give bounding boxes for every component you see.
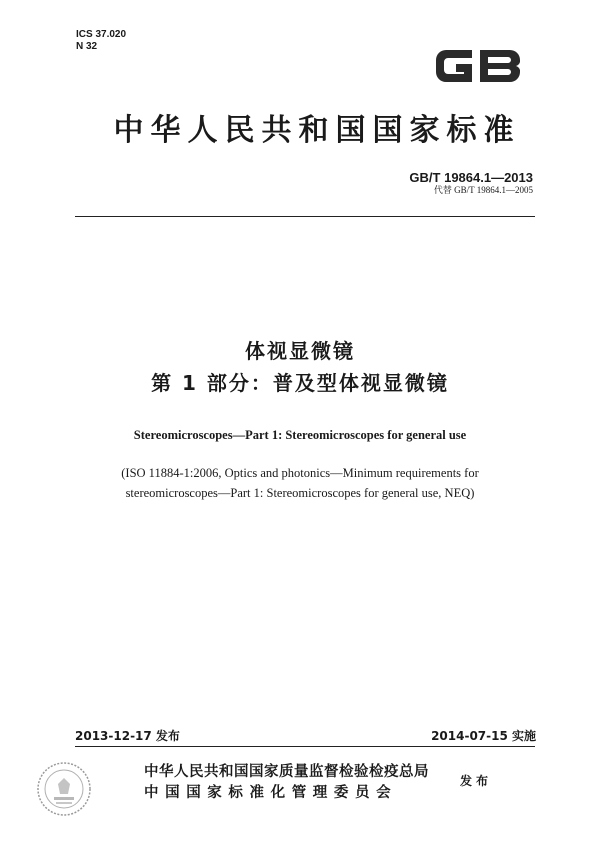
document-main-title: 中华人民共和国国家标准: [113, 113, 521, 148]
title-chinese-main: 体视显微镜: [245, 339, 355, 363]
publish-label: 发布: [460, 774, 493, 788]
title-chinese-part: 第 1 部分：普及型体视显微镜: [151, 371, 449, 395]
issue-date: 2013-12-17 发布: [75, 729, 180, 743]
iso-equivalence-line1: (ISO 11884-1:2006, Optics and photonics—Minimum requirements for: [121, 466, 479, 480]
standard-number: GB/T 19864.1—2013: [409, 170, 533, 185]
gb-logo: [426, 36, 530, 96]
replaces-standard: 代替 GB/T 19864.1—2005: [433, 185, 533, 195]
issuer-aqsiq: 中华人民共和国国家质量监督检验检疫总局: [144, 764, 429, 780]
implementation-date: 2014-07-15 实施: [431, 729, 536, 743]
round-seal-stamp-icon: [34, 758, 94, 820]
ccs-code: N 32: [76, 41, 98, 52]
issuer-sac: 中国国家标准化管理委员会: [144, 785, 398, 801]
iso-equivalence-line2: stereomicroscopes—Part 1: Stereomicroscopes for general use, NEQ): [125, 486, 475, 500]
title-english: Stereomicroscopes—Part 1: Stereomicroscopes for general use: [133, 428, 467, 442]
ics-code: ICS 37.020: [76, 29, 127, 40]
header-divider: [75, 216, 535, 217]
footer-divider: [75, 746, 535, 747]
